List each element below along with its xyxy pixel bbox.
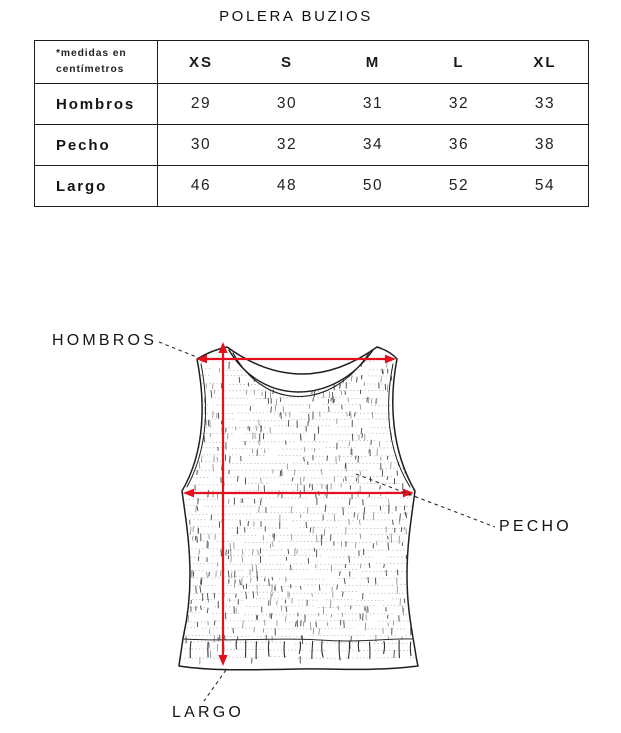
- size-column-header: L: [453, 53, 465, 71]
- texture-strokes: [171, 361, 488, 658]
- pecho-label: PECHO: [499, 518, 572, 535]
- largo-leader-line: [204, 670, 226, 701]
- measurement-value: 31: [362, 95, 384, 112]
- measurement-value: 52: [448, 177, 470, 194]
- hombros-label: HOMBROS: [52, 332, 158, 349]
- size-column-header: XS: [188, 53, 213, 71]
- measurement-value: 32: [276, 136, 298, 153]
- hombros-leader-line: [159, 342, 199, 358]
- measurement-value: 36: [448, 136, 470, 153]
- measurement-value: 46: [190, 177, 212, 194]
- measurement-value: 38: [534, 136, 556, 153]
- size-column-header: M: [365, 53, 381, 71]
- measurement-value: 54: [534, 177, 556, 194]
- front-neckline-outer: [229, 350, 373, 392]
- page-title: POLERA BUZIOS: [219, 8, 373, 25]
- size-column-header: S: [280, 53, 293, 71]
- measurement-value: 50: [362, 177, 384, 194]
- measurement-value: 29: [190, 95, 212, 112]
- armhole-binding-left: [187, 364, 206, 487]
- measurement-value: 32: [448, 95, 470, 112]
- measurement-value: 34: [362, 136, 384, 153]
- measurement-value: 33: [534, 95, 556, 112]
- size-column-header: XL: [533, 53, 557, 71]
- units-note-line1: *medidas en: [56, 48, 127, 60]
- measurement-label: Hombros: [35, 84, 158, 125]
- measurement-label: Pecho: [35, 125, 158, 166]
- measurement-value: 48: [276, 177, 298, 194]
- units-note-line2: centímetros: [56, 64, 125, 75]
- measurement-label: Largo: [35, 166, 158, 207]
- measurement-value: 30: [190, 136, 212, 153]
- armhole-binding-right: [389, 364, 410, 487]
- largo-label: LARGO: [172, 704, 245, 721]
- pecho-leader-line: [356, 474, 495, 527]
- knit-texture: [171, 361, 488, 665]
- measurement-value: 30: [276, 95, 298, 112]
